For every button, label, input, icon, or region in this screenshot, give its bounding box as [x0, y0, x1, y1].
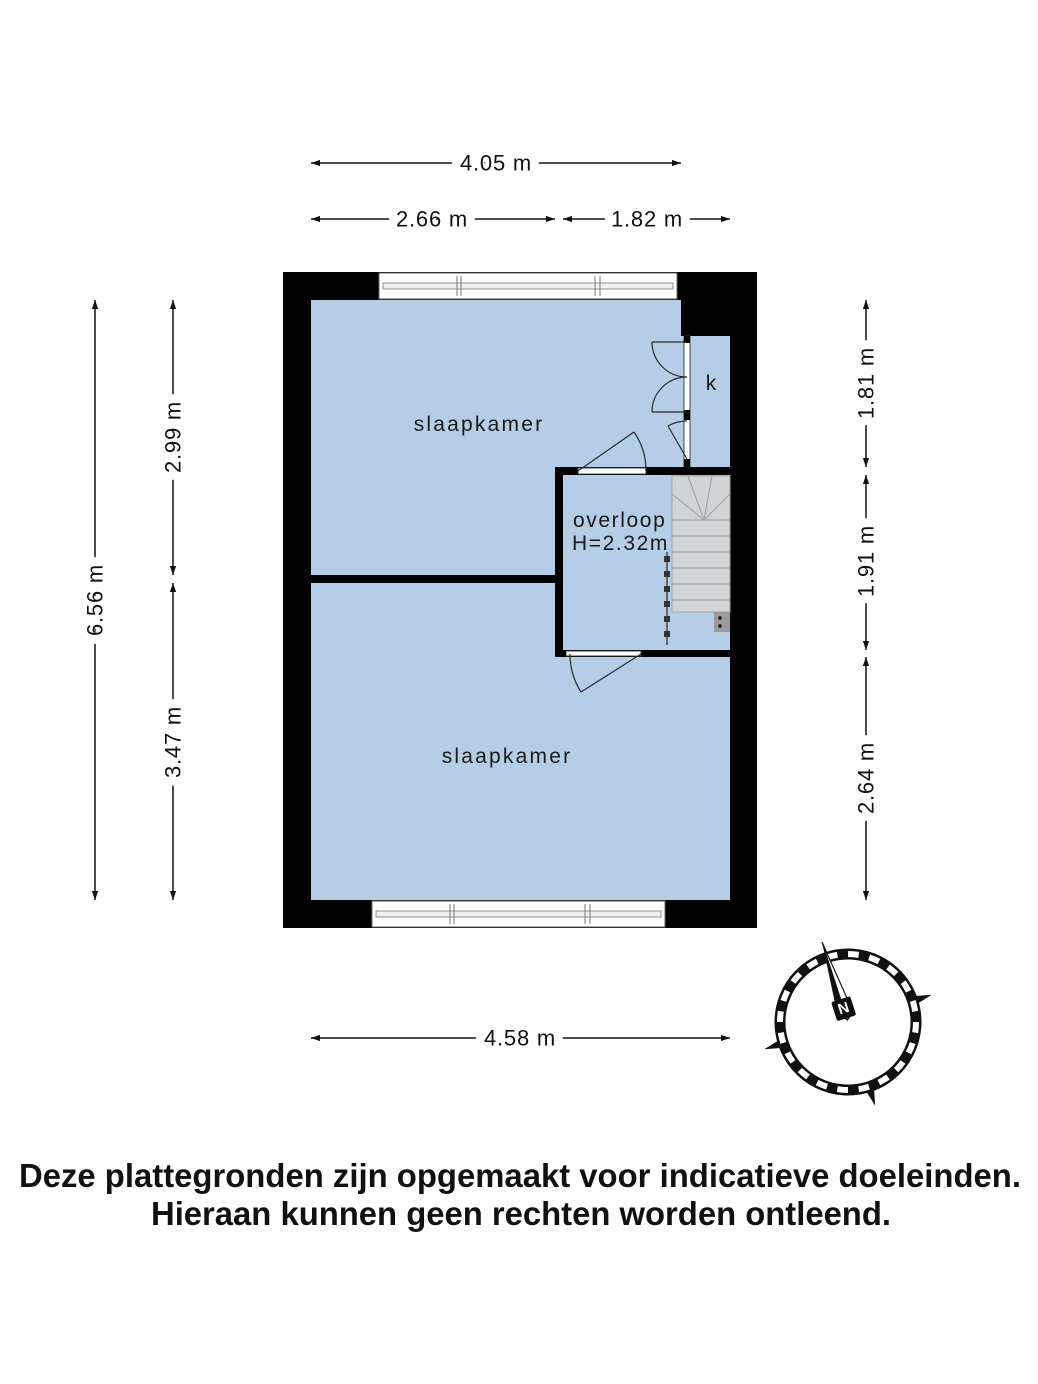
lower-bedroom-door-opening — [566, 651, 641, 656]
dim-label-right-upper: 1.81 m — [853, 346, 879, 420]
landing-left-wall — [555, 467, 563, 657]
top-window — [379, 273, 677, 299]
dim-label-left-lower: 3.47 m — [160, 705, 186, 779]
closet-label: k — [705, 372, 717, 395]
dim-label-left-total: 6.56 m — [82, 563, 108, 637]
stair-newel-fixture — [714, 612, 730, 632]
dim-label-top-total: 4.05 m — [459, 150, 533, 176]
disclaimer-line-2: Hieraan kunnen geen rechten worden ontleend. — [151, 1195, 891, 1232]
compass-ring-pattern — [762, 936, 933, 1107]
compass-ring — [762, 936, 933, 1107]
dim-label-top-right: 1.82 m — [610, 206, 684, 232]
corner-wall-block — [681, 300, 730, 336]
dim-label-bottom-total: 4.58 m — [483, 1025, 557, 1051]
closet-partition — [684, 336, 690, 467]
staircase — [672, 476, 730, 612]
bottom-window — [372, 901, 665, 927]
landing-label: overloop — [573, 509, 667, 532]
compass-tick-east — [915, 991, 933, 1004]
dim-label-right-middle: 1.91 m — [853, 524, 879, 598]
dim-label-right-lower: 2.64 m — [853, 741, 879, 815]
compass — [738, 915, 959, 1133]
disclaimer-line-1: Deze plattegronden zijn opgemaakt voor indicatieve doeleinden. — [19, 1157, 1021, 1194]
bedroom-dividing-wall — [311, 575, 555, 583]
north-label: N — [835, 998, 852, 1019]
compass-tick-south — [866, 1089, 879, 1107]
lower-bedroom-label: slaapkamer — [441, 745, 573, 768]
upper-bedroom-label: slaapkamer — [413, 413, 545, 436]
floor-plan — [283, 272, 757, 928]
upper-bedroom-door-opening — [578, 468, 646, 474]
compass-tick-west — [763, 1040, 781, 1053]
dim-label-top-left: 2.66 m — [395, 206, 469, 232]
dim-label-left-upper: 2.99 m — [160, 400, 186, 474]
landing-height-label: H=2.32m — [572, 532, 669, 555]
